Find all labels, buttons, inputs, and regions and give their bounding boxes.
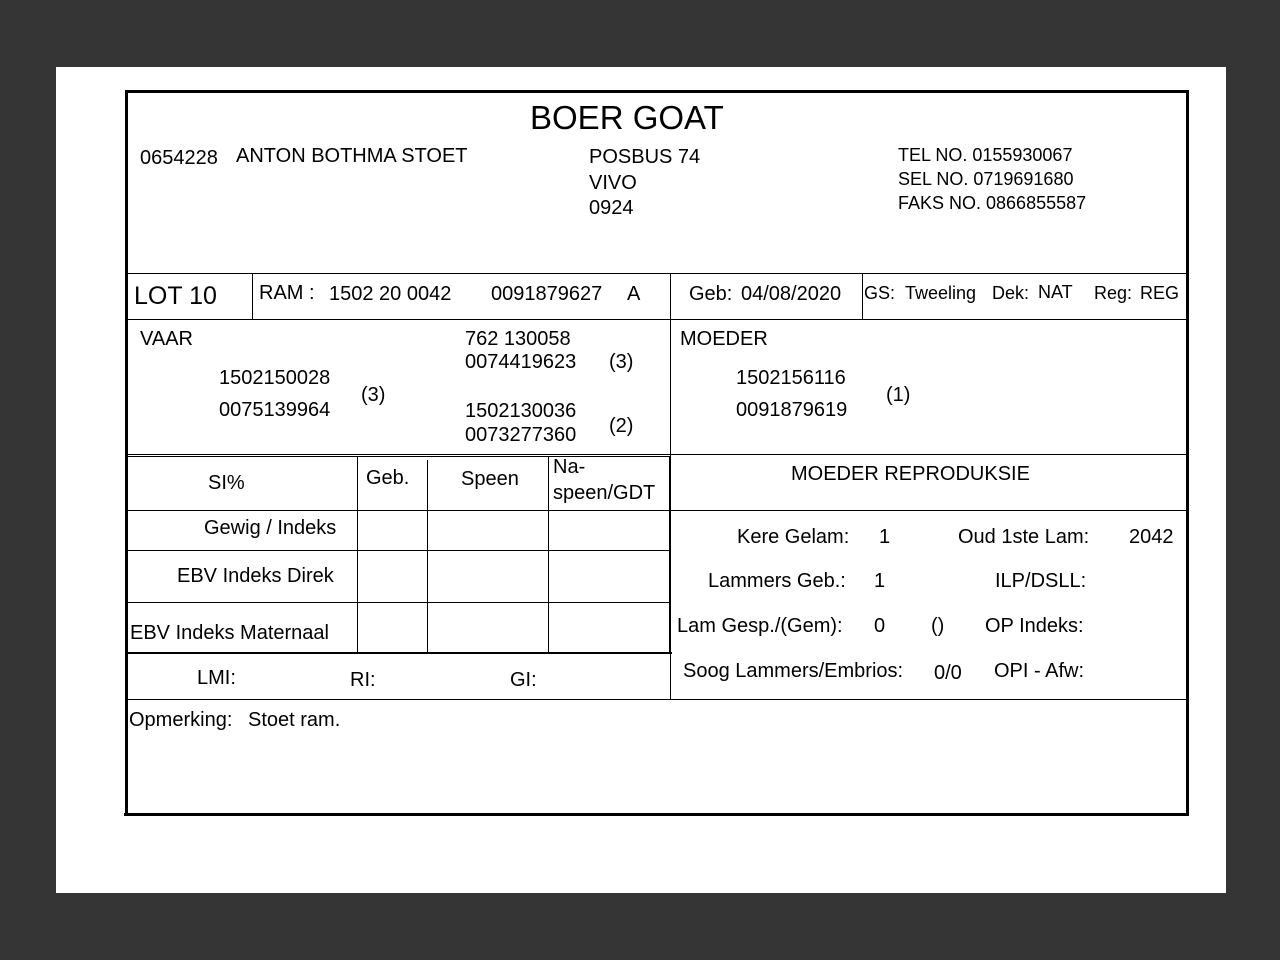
reg-label: Reg: [1094,283,1133,303]
op-indeks-label: OP Indeks: [985,615,1084,637]
reg-value: REG [1140,283,1180,303]
lammers-geb-label: Lammers Geb.: [708,570,846,592]
perf-header-naspeen-line1: Na- [553,456,586,478]
perf-row-ebv-direk: EBV Indeks Direk [177,565,334,587]
lam-gesp-gem: () [931,615,945,637]
vaar-number: 0075139964 [219,399,331,421]
lam-gesp-label: Lam Gesp./(Gem): [677,615,843,637]
lmi-label: LMI: [197,667,236,689]
lammers-geb-value: 1 [874,570,886,592]
rule-lot-bottom [127,319,1187,320]
moeder-number: 0091879619 [736,399,848,421]
frame-left [125,90,128,815]
card-title: BOER GOAT [530,99,724,136]
rule-lot-top [127,273,1187,274]
kere-gelam-label: Kere Gelam: [737,526,850,548]
oud-lam-label: Oud 1ste Lam: [958,526,1090,548]
breeder-code: 0654228 [140,147,218,169]
ram-number: 0091879627 [491,283,603,305]
perf-header-naspeen-line2: speen/GDT [553,482,656,504]
vaar-label: VAAR [140,328,193,350]
gs-label: GS: [864,283,896,303]
kere-gelam-value: 1 [879,526,891,548]
frame-bottom [124,813,1189,816]
breeder-faks: FAKS NO. 0866855587 [898,193,1087,213]
rule-perf-col2 [427,460,428,654]
soog-lammers-label: Soog Lammers/Embrios: [683,660,904,682]
vaar-moeder-id: 1502130036 [465,400,577,422]
breeder-address-line3: 0924 [589,197,634,219]
ram-label: RAM : [259,282,315,304]
dek-value: NAT [1038,282,1073,302]
perf-header-si: SI% [208,472,245,494]
breeder-tel: TEL NO. 0155930067 [898,145,1073,165]
frame-right [1186,90,1189,815]
lot-label: LOT 10 [134,282,217,310]
vaar-count: (3) [361,384,386,406]
oud-lam-value: 2042 [1129,526,1174,548]
repro-header: MOEDER REPRODUKSIE [791,463,1030,485]
moeder-count: (1) [886,384,911,406]
opi-afw-label: OPI - Afw: [994,660,1085,682]
rule-perf-top [127,456,670,457]
rule-perf-row1 [127,550,670,551]
gi-label: GI: [510,669,537,691]
rule-geb-divider [862,273,863,319]
perf-header-geb: Geb. [366,467,410,489]
frame-top [125,90,1189,93]
vaar-moeder-count: (2) [609,415,634,437]
moeder-label: MOEDER [680,328,768,350]
rule-pedigree-bottom [127,454,1187,455]
rule-index-bottom [127,699,1187,700]
ri-label: RI: [350,669,376,691]
vaar-vaar-number: 0074419623 [465,351,577,373]
dek-label: Dek: [992,283,1030,303]
rule-perf-row2 [127,602,670,603]
rule-perf-col3 [548,456,549,654]
perf-row-gewig: Gewig / Indeks [204,517,337,539]
vaar-moeder-number: 0073277360 [465,424,577,446]
breeder-name: ANTON BOTHMA STOET [236,145,468,167]
breeder-address-line1: POSBUS 74 [589,146,701,168]
rule-lot-divider [252,273,253,319]
rule-perf-col1 [357,456,358,654]
perf-header-speen: Speen [461,468,519,490]
ram-grade: A [627,283,641,305]
remark-label: Opmerking: [129,709,233,731]
vaar-id: 1502150028 [219,367,331,389]
vaar-vaar-id: 762 130058 [465,328,571,350]
rule-perf-row3 [127,652,672,654]
breeder-sel: SEL NO. 0719691680 [898,169,1074,189]
geb-date: 04/08/2020 [741,283,842,305]
soog-lammers-value: 0/0 [934,662,962,684]
vaar-vaar-count: (3) [609,351,634,373]
rule-perf-header [127,510,1187,511]
remark-value: Stoet ram. [248,709,341,731]
lam-gesp-value: 0 [874,615,886,637]
rule-perf-right [669,456,671,654]
geb-label: Geb: [689,283,733,305]
perf-row-ebv-maternaal: EBV Indeks Maternaal [130,622,329,644]
ilp-dsll-label: ILP/DSLL: [995,570,1087,592]
ram-id: 1502 20 0042 [329,283,452,305]
moeder-id: 1502156116 [736,367,846,389]
breeder-address-line2: VIVO [589,172,637,194]
gs-value: Tweeling [905,283,977,303]
